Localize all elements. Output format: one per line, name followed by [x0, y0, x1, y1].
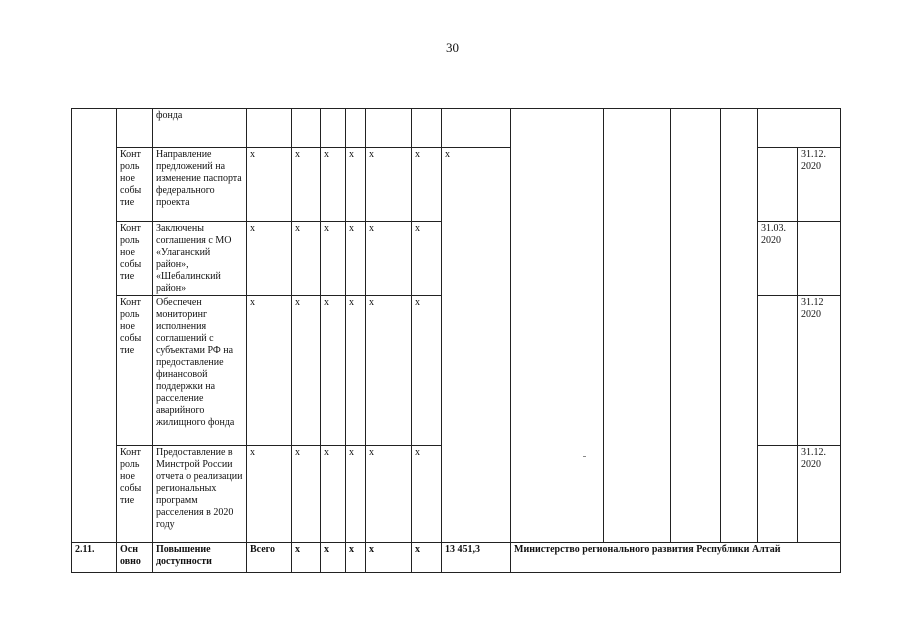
table-row [72, 109, 841, 148]
cell-mark [366, 109, 412, 148]
cell-mark: x [292, 296, 321, 446]
cell-type: Конт роль ное собы тие [117, 222, 153, 296]
cell-amount: 13 451,3 [442, 543, 511, 573]
cell-mark [292, 109, 321, 148]
cell-mark: x [247, 148, 292, 222]
cell-description: Предоставление в Минстрой России отчета о реализации региональных программ расселения в 2020 году [153, 446, 247, 543]
cell-executor [511, 109, 604, 543]
cell-mark [321, 109, 346, 148]
cell-mark: x [412, 446, 442, 543]
cell-type: Конт роль ное собы тие [117, 446, 153, 543]
cell-mark: x [412, 543, 442, 573]
cell-amount [442, 109, 511, 148]
cell-empty [604, 109, 671, 543]
cell-mark: x [346, 446, 366, 543]
cell-mark: x [346, 543, 366, 573]
cell-mark: x [321, 148, 346, 222]
cell-mark [346, 109, 366, 148]
cell-empty [721, 109, 758, 543]
cell-amount: x [442, 148, 511, 543]
cell-source: Всего [247, 543, 292, 573]
cell-mark [412, 109, 442, 148]
cell-mark: x [366, 222, 412, 296]
cell-description: Повышение доступности [153, 543, 247, 573]
page-number: 30 [446, 40, 459, 55]
cell-end-date [798, 222, 841, 296]
cell-mark: x [321, 446, 346, 543]
cell-mark: x [247, 446, 292, 543]
cell-end-date: 31.12 2020 [798, 296, 841, 446]
cell-mark: x [292, 148, 321, 222]
table-row [72, 543, 841, 573]
cell-mark: x [247, 222, 292, 296]
cell-mark: x [346, 296, 366, 446]
cell-empty [671, 109, 721, 543]
cell-mark: x [321, 222, 346, 296]
cell-mark: x [292, 446, 321, 543]
cell-end-date: 31.12. 2020 [798, 148, 841, 222]
cell-start-date: 31.03. 2020 [758, 222, 798, 296]
cell-mark: x [321, 296, 346, 446]
cell-start-date [758, 446, 798, 543]
cell-mark: x [346, 222, 366, 296]
cell-number [72, 109, 117, 543]
cell-mark: x [366, 296, 412, 446]
cell-description: Обеспечен мониторинг исполнения соглашений с субъектами РФ на предоставление финансовой поддержки на расселение аварийного жилищного фонда [153, 296, 247, 446]
cell-dates [758, 109, 841, 148]
cell-executor: Министерство регионального развития Республики Алтай [511, 543, 841, 573]
plan-table [71, 108, 841, 573]
cell-mark: x [412, 222, 442, 296]
cell-mark: x [366, 446, 412, 543]
cell-mark: x [412, 148, 442, 222]
cell-number: 2.11. [72, 543, 117, 573]
cell-type: Осн овно [117, 543, 153, 573]
cell-mark: x [247, 296, 292, 446]
cell-mark [247, 109, 292, 148]
cell-type [117, 109, 153, 148]
cell-mark: x [321, 543, 346, 573]
cell-description: фонда [153, 109, 247, 148]
cell-start-date [758, 148, 798, 222]
cell-mark: x [292, 543, 321, 573]
cell-start-date [758, 296, 798, 446]
cell-mark: x [346, 148, 366, 222]
cell-description: Заключены соглашения с МО «Улаганский район», «Шебалинский район» [153, 222, 247, 296]
cell-end-date: 31.12. 2020 [798, 446, 841, 543]
cell-mark: x [292, 222, 321, 296]
cell-description: Направление предложений на изменение паспорта федерального проекта [153, 148, 247, 222]
cell-type: Конт роль ное собы тие [117, 148, 153, 222]
cell-type: Конт роль ное собы тие [117, 296, 153, 446]
cell-mark: x [366, 543, 412, 573]
cell-mark: x [412, 296, 442, 446]
scan-artifact [583, 456, 586, 457]
cell-mark: x [366, 148, 412, 222]
